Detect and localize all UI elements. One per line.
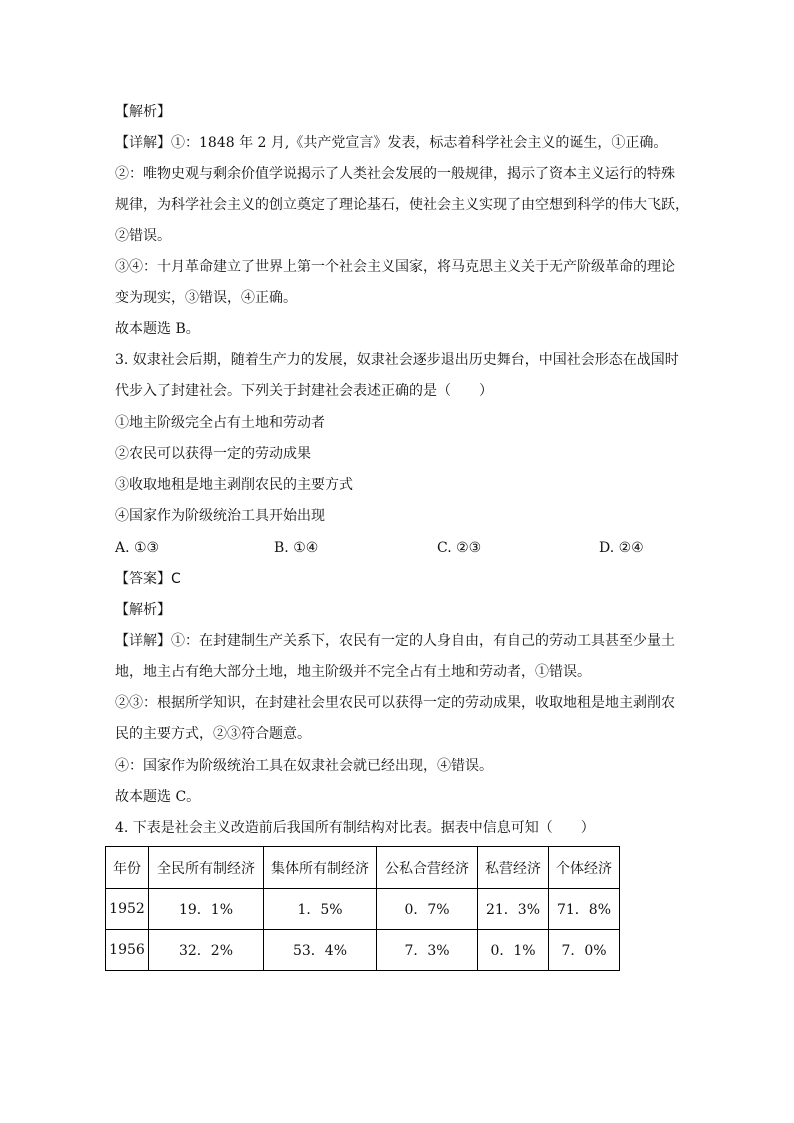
analysis-tag: 【解析】 (115, 602, 171, 618)
detail-line: 【详解】①：在封建制生产关系下，农民有一定的人身自由，有自己的劳动工具甚至少量土 (115, 633, 675, 649)
detail-line: 民的主要方式，②③符合题意。 (115, 726, 311, 742)
statement-item: ①地主阶级完全占有土地和劳动者 (115, 415, 325, 431)
detail-line: ②③：根据所学知识，在封建社会里农民可以获得一定的劳动成果，收取地租是地主剥削农 (115, 695, 675, 711)
detail-line: ③④：十月革命建立了世界上第一个社会主义国家，将马克思主义关于无产阶级革命的理论 (115, 259, 675, 275)
question-stem: 代步入了封建社会。下列关于封建社会表述正确的是（ ） (115, 383, 493, 399)
table-header-row (106, 847, 620, 889)
detail-line: 【详解】①：1848 年 2 月,《共产党宣言》发表，标志着科学社会主义的诞生，①正确。 (115, 135, 668, 151)
statement-item: ③收取地租是地主剥削农民的主要方式 (115, 477, 353, 493)
ownership-structure-table (105, 846, 620, 971)
table-cell: 0．1% (478, 930, 549, 971)
table-row (106, 930, 620, 971)
table-cell: 7．0% (549, 930, 620, 971)
table-cell: 7．3% (377, 930, 478, 971)
detail-line: 地，地主占有绝大部分土地，地主阶级并不完全占有土地和劳动者，①错误。 (115, 664, 591, 680)
analysis-tag: 【解析】 (115, 104, 171, 120)
table-cell: 1．5% (264, 889, 377, 930)
table-cell: 21．3% (478, 889, 549, 930)
conclusion-text: 故本题选 B。 (115, 321, 200, 337)
table-row (106, 889, 620, 930)
table-header-cell: 私营经济 (478, 847, 549, 889)
table-cell: 0．7% (377, 889, 478, 930)
question-stem: 4. 下表是社会主义改造前后我国所有制结构对比表。据表中信息可知（ ） (115, 820, 595, 836)
table-cell: 32．2% (149, 930, 264, 971)
option-a: A. ①③ (115, 540, 160, 556)
statement-item: ②农民可以获得一定的劳动成果 (115, 446, 311, 462)
table-header-cell: 公私合营经济 (377, 847, 478, 889)
table-cell: 19．1% (149, 889, 264, 930)
table-cell: 1956 (106, 930, 149, 971)
question-stem: 3. 奴隶社会后期，随着生产力的发展，奴隶社会逐步退出历史舞台，中国社会形态在战国时 (115, 352, 679, 368)
table-cell: 53．4% (264, 930, 377, 971)
detail-line: 规律，为科学社会主义的创立奠定了理论基石，使社会主义实现了由空想到科学的伟大飞跃， (115, 197, 689, 213)
detail-line: 变为现实，③错误，④正确。 (115, 290, 297, 306)
conclusion-text: 故本题选 C。 (115, 789, 201, 805)
table-header-cell: 集体所有制经济 (264, 847, 377, 889)
detail-line: ②：唯物史观与剩余价值学说揭示了人类社会发展的一般规律，揭示了资本主义运行的特殊 (115, 166, 675, 182)
detail-line: ②错误。 (115, 228, 171, 244)
table-cell: 1952 (106, 889, 149, 930)
table-header-cell: 个体经济 (549, 847, 620, 889)
table-cell: 71．8% (549, 889, 620, 930)
option-c: C. ②③ (437, 540, 482, 556)
option-b: B. ①④ (274, 540, 319, 556)
detail-line: ④：国家作为阶级统治工具在奴隶社会就已经出现，④错误。 (115, 758, 493, 774)
answer-tag: 【答案】C (115, 571, 181, 587)
table-header-cell: 年份 (106, 847, 149, 889)
statement-item: ④国家作为阶级统治工具开始出现 (115, 508, 325, 524)
option-d: D. ②④ (599, 540, 644, 556)
table-header-cell: 全民所有制经济 (149, 847, 264, 889)
